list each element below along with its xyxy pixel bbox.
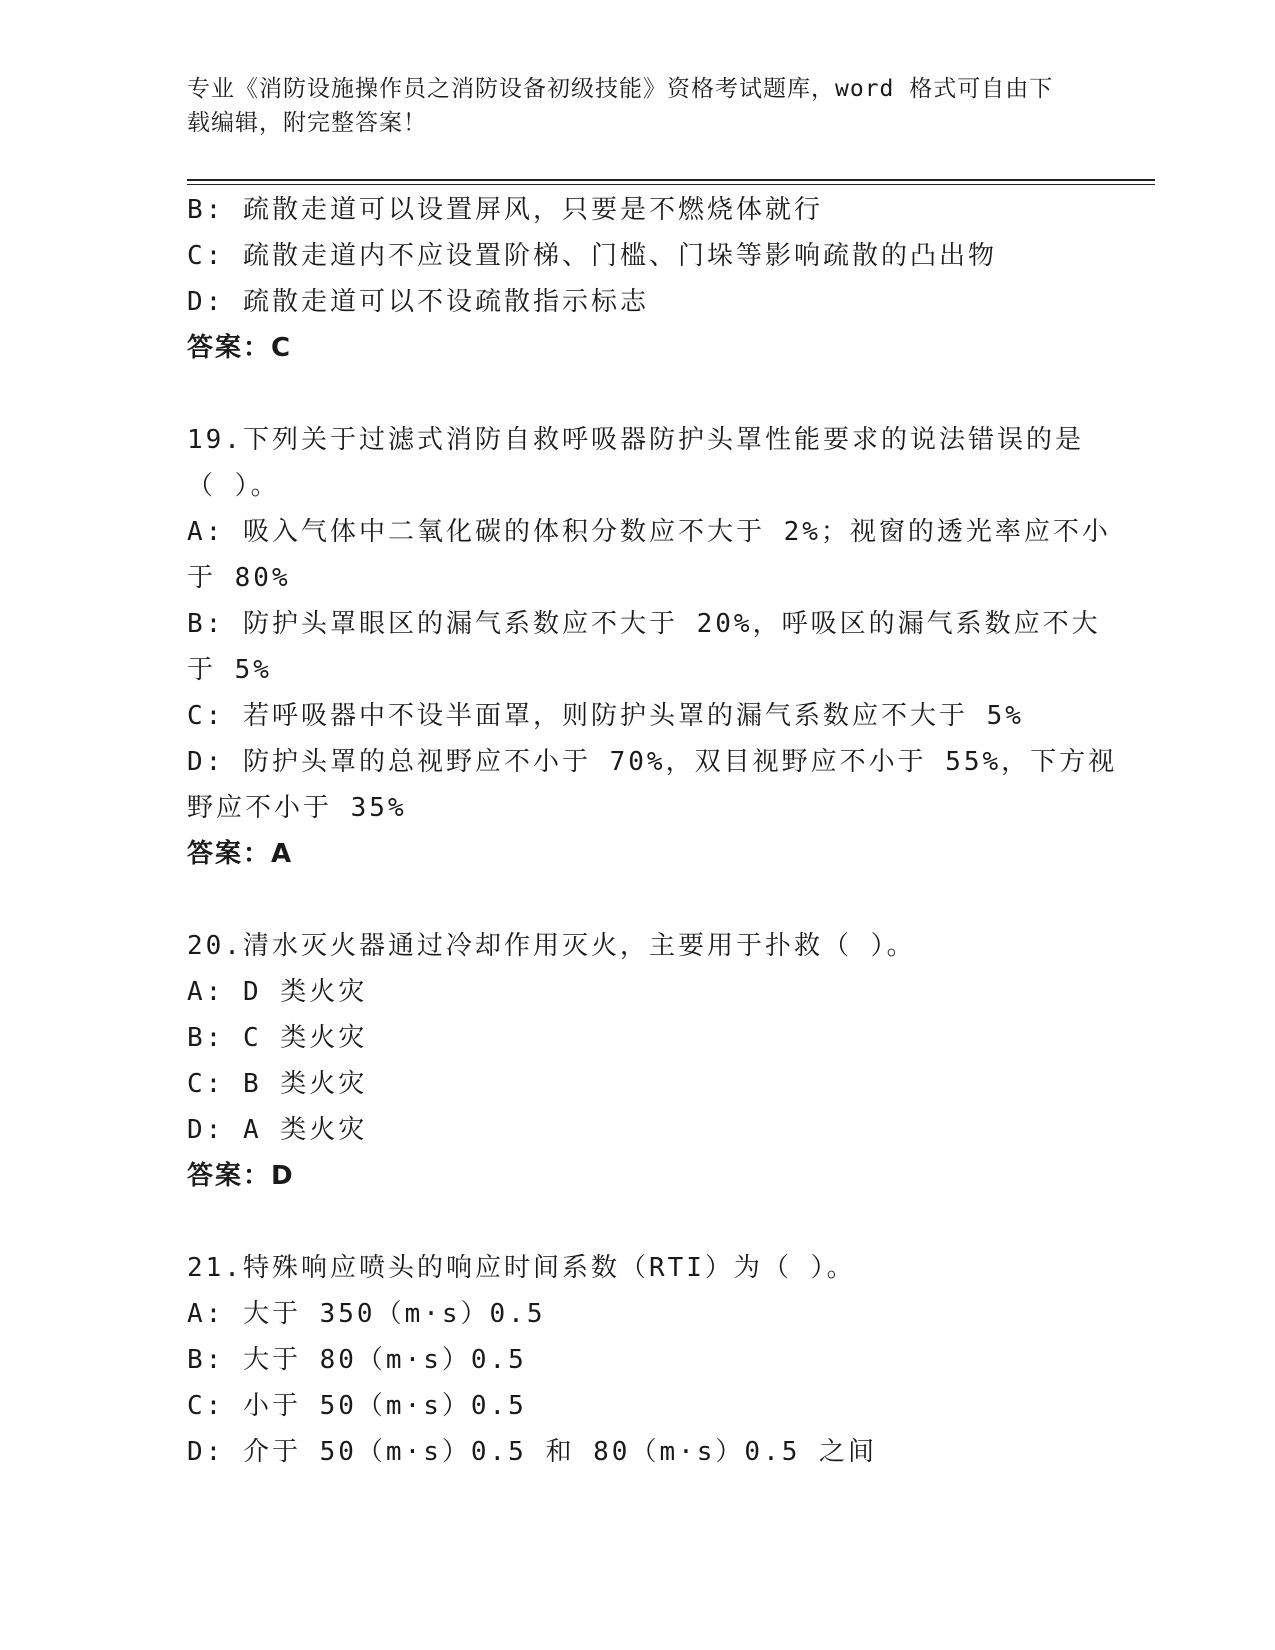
header-line-2: 载编辑，附完整答案！ [187, 110, 427, 136]
q18-answer: 答案：C [187, 333, 293, 363]
q18-option-d: D: 疏散走道可以不设疏散指示标志 [187, 287, 649, 317]
q21-option-c: C: 小于 50（m·s）0.5 [187, 1391, 527, 1421]
q19-stem-line-1: 19.下列关于过滤式消防自救呼吸器防护头罩性能要求的说法错误的是 [187, 425, 1084, 455]
q19-option-b-line-2: 于 5% [187, 655, 272, 685]
q20-option-a: A: D 类火灾 [187, 977, 368, 1007]
q20-answer: 答案：D [187, 1161, 295, 1191]
q19-option-a-line-2: 于 80% [187, 563, 291, 593]
q19-option-b-line-1: B: 防护头罩眼区的漏气系数应不大于 20%，呼吸区的漏气系数应不大 [187, 609, 1101, 639]
question-spacer [187, 371, 1087, 417]
q20-option-d: D: A 类火灾 [187, 1115, 368, 1145]
q18-option-c: C: 疏散走道内不应设置阶梯、门槛、门垛等影响疏散的凸出物 [187, 241, 997, 271]
question-spacer [187, 1199, 1087, 1245]
q19-option-c: C: 若呼吸器中不设半面罩，则防护头罩的漏气系数应不大于 5% [187, 701, 1024, 731]
header-divider-thick [187, 179, 1155, 181]
header-divider-thin [187, 184, 1155, 185]
q20-stem: 20.清水灭火器通过冷却作用灭火，主要用于扑救（ ）。 [187, 931, 916, 961]
question-spacer [187, 877, 1087, 923]
document-header [187, 72, 1067, 140]
q19-option-a-line-1: A: 吸入气体中二氧化碳的体积分数应不大于 2%；视窗的透光率应不小 [187, 517, 1111, 547]
q19-answer: 答案：A [187, 839, 294, 869]
q20-option-b: B: C 类火灾 [187, 1023, 368, 1053]
q18-option-b: B: 疏散走道可以设置屏风，只要是不燃烧体就行 [187, 195, 823, 225]
question-list [187, 187, 1118, 1475]
q20-option-c: C: B 类火灾 [187, 1069, 368, 1099]
q21-option-a: A: 大于 350（m·s）0.5 [187, 1299, 546, 1329]
q19-option-d-line-2: 野应不小于 35% [187, 793, 407, 823]
q19-stem-line-2: （ ）。 [187, 471, 280, 501]
q21-option-b: B: 大于 80（m·s）0.5 [187, 1345, 527, 1375]
q21-stem: 21.特殊响应喷头的响应时间系数（RTI）为（ ）。 [187, 1253, 856, 1283]
q21-option-d: D: 介于 50（m·s）0.5 和 80（m·s）0.5 之间 [187, 1437, 878, 1467]
q19-option-d-line-1: D: 防护头罩的总视野应不小于 70%，双目视野应不小于 55%，下方视 [187, 747, 1118, 777]
header-line-1: 专业《消防设施操作员之消防设备初级技能》资格考试题库，word 格式可自由下 [187, 76, 1054, 102]
